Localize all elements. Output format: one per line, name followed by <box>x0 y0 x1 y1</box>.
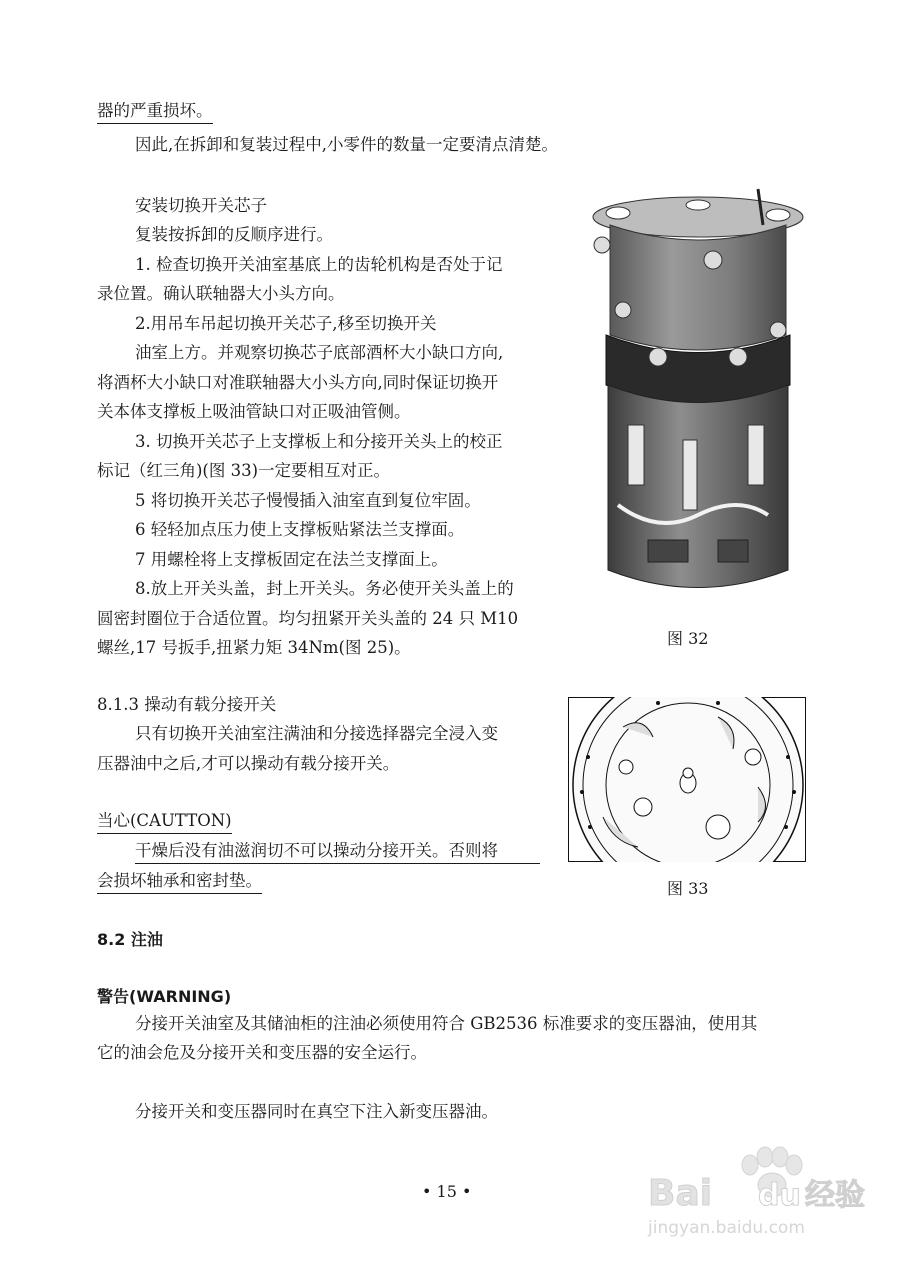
install-line: 6 轻轻加点压力使上支撑板贴紧法兰支撑面。 <box>135 520 465 539</box>
install-line: 标记（红三角)(图 33)一定要相互对正。 <box>97 461 391 480</box>
page-number: • 15 • <box>422 1182 472 1201</box>
warning-label-text: 警告(WARNING) <box>97 987 232 1006</box>
install-line: 8.放上开关头盖，封上开关头。务必使开关头盖上的 <box>135 579 514 598</box>
svg-text:jingyan.baidu.com: jingyan.baidu.com <box>648 1218 805 1238</box>
install-line: 2.用吊车吊起切换开关芯子,移至切换开关 <box>135 314 437 333</box>
caution-line: 会损坏轴承和密封垫。 <box>97 870 262 894</box>
figure-32-caption: 图 32 <box>667 629 709 648</box>
install-line: 3. 切换开关芯子上支撑板上和分接开关头上的校正 <box>135 432 503 451</box>
section-82-heading: 8.2 注油 <box>97 930 163 949</box>
warning-line: 它的油会危及分接开关和变压器的安全运行。 <box>97 1043 427 1062</box>
figure-32-image <box>588 185 823 605</box>
install-line: 5 将切换开关芯子慢慢插入油室直到复位牢固。 <box>135 491 481 510</box>
section-813-line: 压器油中之后,才可以操动有载分接开关。 <box>97 754 400 773</box>
caution-line: 干燥后没有油滋润切不可以操动分接开关。否则将 <box>135 840 540 864</box>
svg-text:du: du <box>758 1178 801 1213</box>
install-line: 关本体支撑板上吸油管缺口对正吸油管侧。 <box>97 402 411 421</box>
caution-label: 当心(CAUTTON) <box>97 810 232 834</box>
warning-line: 分接开关油室及其储油柜的注油必须使用符合 GB2536 标准要求的变压器油，使用其 <box>135 1014 758 1033</box>
svg-text:经验: 经验 <box>805 1178 865 1213</box>
final-line: 分接开关和变压器同时在真空下注入新变压器油。 <box>135 1102 498 1121</box>
install-line: 圆密封圈位于合适位置。均匀扭紧开关头盖的 24 只 M10 <box>97 609 519 628</box>
figure-33-image <box>568 697 806 862</box>
install-line: 录位置。确认联轴器大小头方向。 <box>97 284 345 303</box>
install-line: 复装按拆卸的反顺序进行。 <box>135 225 333 244</box>
baidu-watermark-logo <box>640 1135 880 1245</box>
install-line: 1. 检查切换开关油室基底上的齿轮机构是否处于记 <box>135 255 503 274</box>
install-line: 螺丝,17 号扳手,扭紧力矩 34Nm(图 25)。 <box>97 638 411 657</box>
section-813-heading: 8.1.3 操动有载分接开关 <box>97 695 277 714</box>
section-813-line: 只有切换开关油室注满油和分接选择器完全浸入变 <box>135 724 498 743</box>
warning-label <box>97 986 231 1008</box>
install-heading: 安装切换开关芯子 <box>135 196 267 215</box>
svg-text:Bai: Bai <box>648 1173 713 1214</box>
continued-line: 器的严重损坏。 <box>97 100 213 124</box>
install-line: 将酒杯大小缺口对准联轴器大小头方向,同时保证切换开 <box>97 373 499 392</box>
figure-33-caption: 图 33 <box>667 879 709 898</box>
install-line: 7 用螺栓将上支撑板固定在法兰支撑面上。 <box>135 550 448 569</box>
intro-line: 因此,在拆卸和复装过程中,小零件的数量一定要清点清楚。 <box>135 135 558 154</box>
install-line: 油室上方。并观察切换芯子底部酒杯大小缺口方向, <box>135 343 504 362</box>
